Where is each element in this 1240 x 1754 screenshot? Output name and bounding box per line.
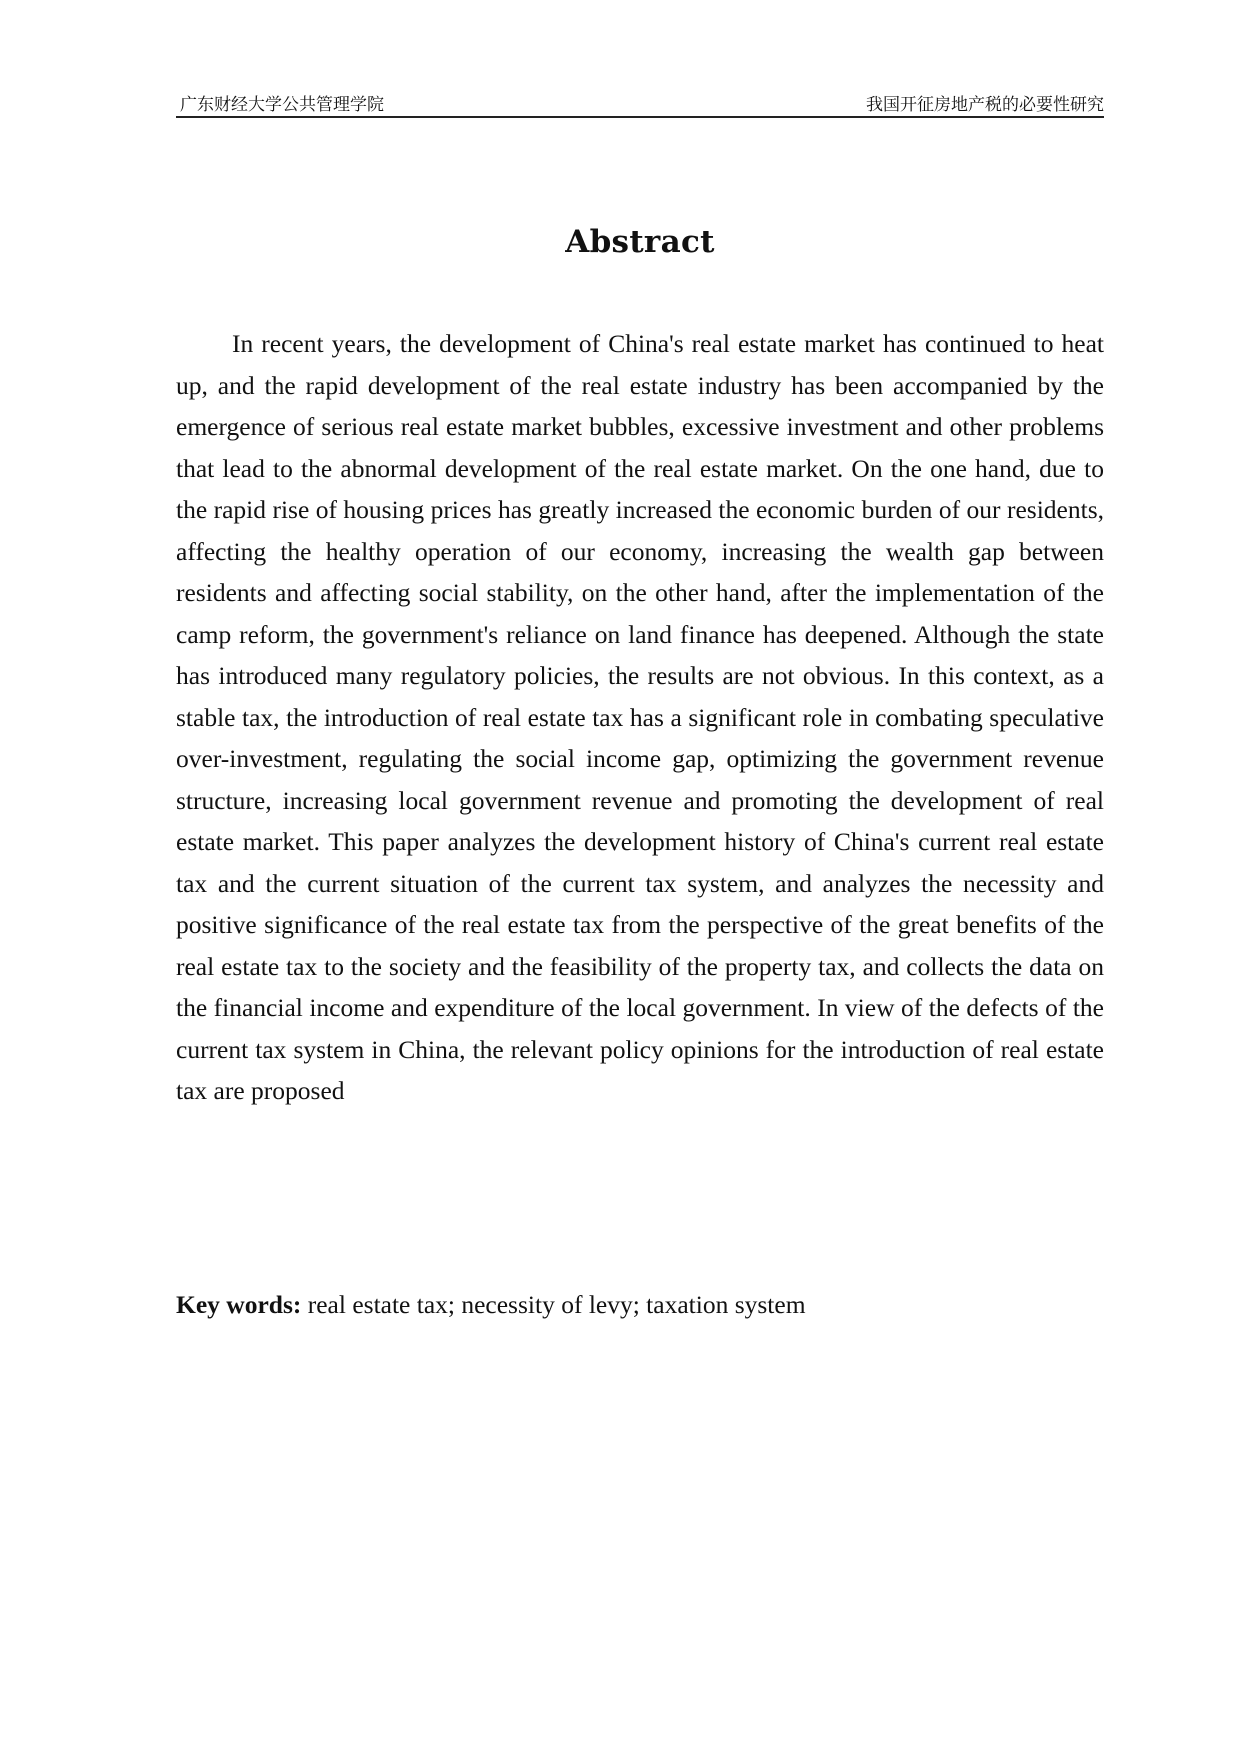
abstract-body: In recent years, the development of China's real estate market has continued to heat up, and the rapid development of the real estate industry has been accompanied by the emergence of serious real estate market bubbles, excessive investment and other problems that lead to the abnormal development of the real estate market. On the one hand, due to the rapid rise of housing prices has greatly increased the economic burden of our residents, affecting the healthy operation of our economy, increasing the wealth gap between residents and affecting social stability, on the other hand, after the implementation of the camp reform, the government's reliance on land finance has deepened. Although the state has introduced many regulatory policies, the results are not obvious. In this context, as a stable tax, the introduction of real estate tax has a significant role in combating speculative over-investment, regulating the social income gap, optimizing the government revenue structure, increasing local government revenue and promoting the development of real estate market. This paper analyzes the development history of China's current real estate tax and the current situation of the current tax system, and analyzes the necessity and positive significance of the real estate tax from the perspective of the great benefits of the real estate tax to the society and the feasibility of the property tax, and collects the data on the financial income and expenditure of the local government. In view of the defects of the current tax system in China, the relevant policy opinions for the introduction of real estate tax are proposed [176,329,1104,1105]
keywords-text: real estate tax; necessity of levy; taxation system [307,1290,806,1319]
abstract-heading: Abstract [565,224,715,260]
header-institution: 广东财经大学公共管理学院 [180,95,384,115]
page-header [176,86,1104,118]
keywords-line [176,1284,1104,1326]
keywords-label: Key words: [176,1290,302,1319]
header-thesis-title: 我国开征房地产税的必要性研究 [866,95,1104,115]
